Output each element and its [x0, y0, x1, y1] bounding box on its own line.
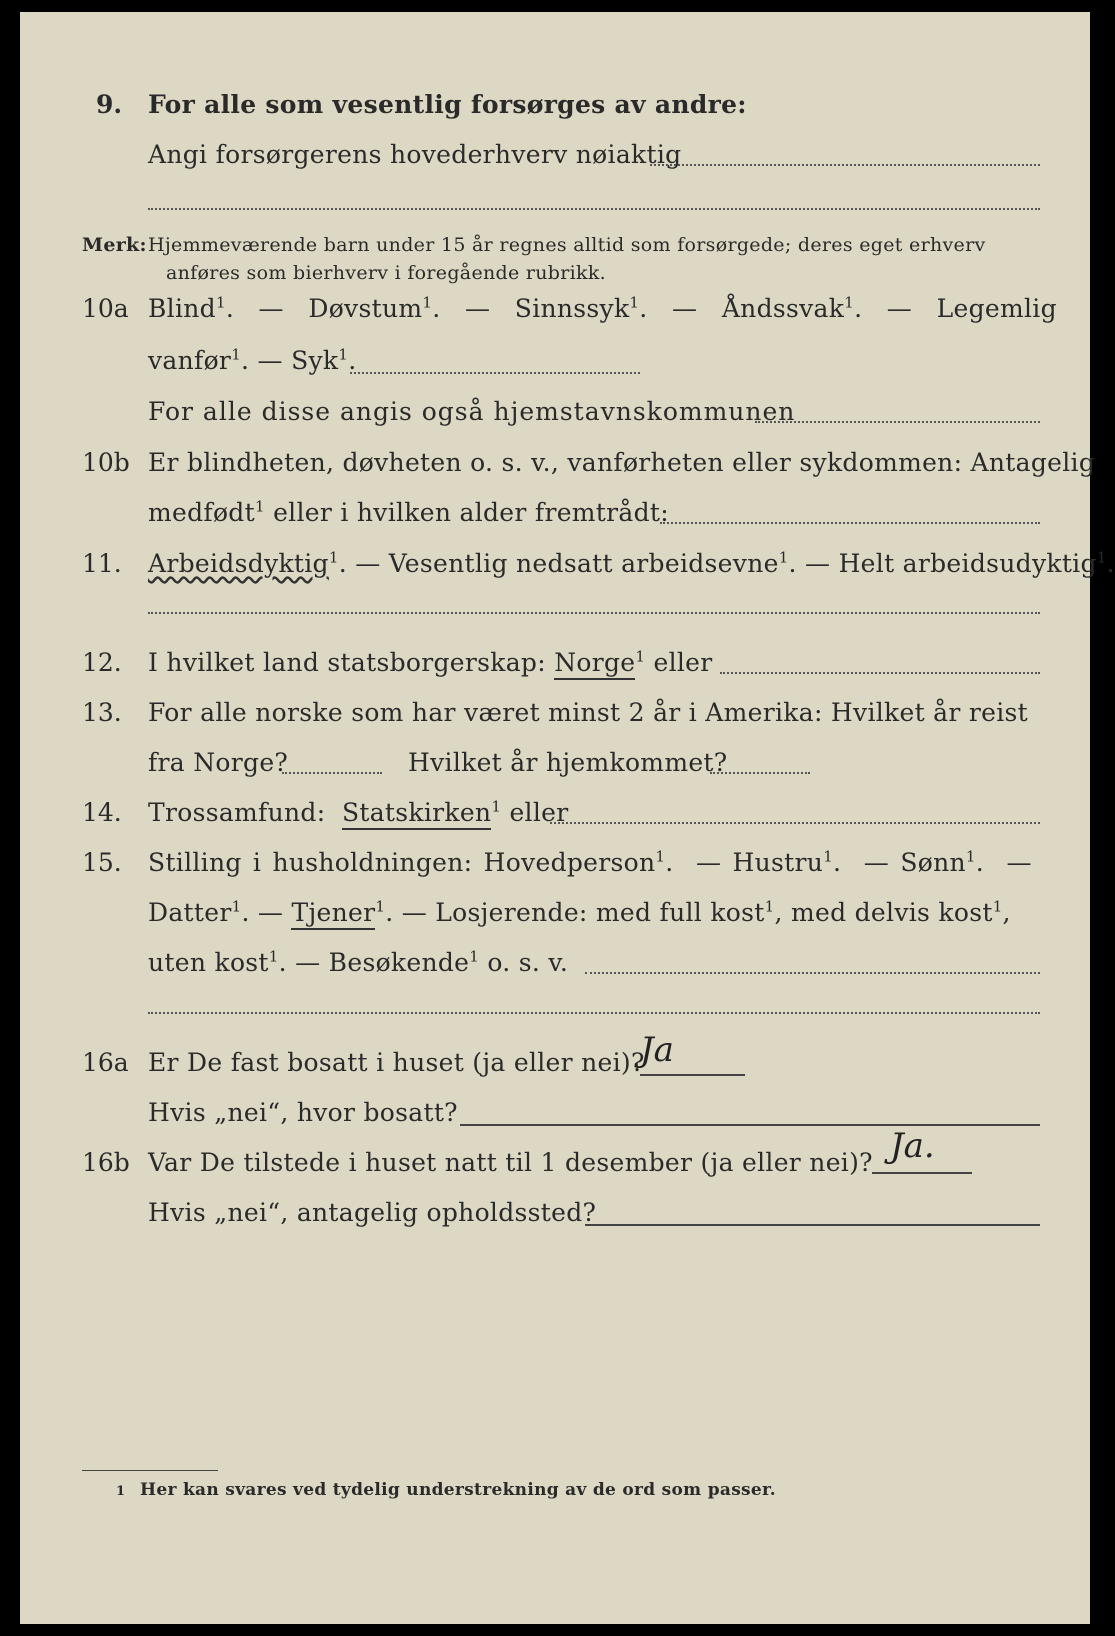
q15-line-3: uten kost$^1$. — Besøkende$^1$ o. s. v. — [148, 947, 569, 977]
footnote-ref: 1 — [231, 345, 242, 364]
footnote-ref: 1 — [254, 497, 265, 516]
q10a-syk-line — [350, 372, 640, 374]
footnote-ref: 1 — [268, 947, 279, 966]
q12-norge: Norge — [554, 648, 635, 680]
q10a-blind: Blind — [148, 294, 216, 323]
q13-reist: fra Norge? — [148, 748, 289, 777]
footnote-ref: 1 — [469, 947, 480, 966]
q16b-answer-line — [872, 1172, 972, 1174]
q10a-line-3: For alle disse angis også hjemstavnskommunen — [148, 397, 796, 426]
q15-hovedperson: Stilling i husholdningen: Hovedperson — [148, 848, 656, 877]
footnote-text: Her kan svares ved tydelig understrekning av de ord som passer. — [140, 1480, 776, 1500]
q11-number: 11. — [82, 549, 122, 578]
q14-statskirken: Statskirken — [342, 798, 491, 830]
q16b-number: 16b — [82, 1148, 130, 1177]
footnote-ref: 1 — [992, 897, 1003, 916]
footnote-ref: 1 — [655, 847, 666, 866]
q15-losjerende: Losjerende: med full kost — [435, 898, 765, 927]
q12-line — [148, 648, 713, 677]
q15-besokende: Besøkende — [328, 948, 470, 977]
q10a-line-1: Blind$^1$. — Døvstum$^1$. — Sinnssyk$^1$. — Åndssvak$^1$. — Legemlig — [148, 293, 1057, 323]
q10a-kommune-line — [755, 421, 1040, 423]
q15-osv: o. s. v. — [487, 948, 569, 977]
q9-answer-line — [650, 164, 1040, 166]
q16a-line-2: Hvis „nei“, hvor bosatt? — [148, 1098, 458, 1127]
q14-answer-line — [550, 822, 1040, 824]
footnote-ref: 1 — [328, 548, 339, 567]
q15-line-1: Stilling i husholdningen: Hovedperson$^1$. — Hustru$^1$. — Sønn$^1$. — — [148, 847, 1032, 877]
footnote-ref: 1 — [491, 797, 502, 816]
q10b-number: 10b — [82, 448, 130, 477]
q16b-opholdssted-line — [585, 1224, 1040, 1226]
q15-uten: uten kost — [148, 948, 269, 977]
footnote-ref: 1 — [422, 293, 433, 312]
q16a-handwritten-answer: Ja — [640, 1030, 674, 1070]
merk-line-2: anføres som bierhverv i foregående rubrikk. — [166, 262, 606, 284]
footnote-ref: 1 — [375, 897, 386, 916]
q10b-medfodt: medfødt — [148, 498, 255, 527]
footnote-ref: 1 — [629, 293, 640, 312]
q11-answer-line — [148, 612, 1040, 614]
footnote-ref: 1 — [823, 847, 834, 866]
q11-udyktig: Helt arbeidsudyktig — [838, 549, 1097, 578]
q10a-vanfor: vanfør — [148, 346, 232, 375]
footnote-marker: 1 — [116, 1484, 126, 1499]
q15-hustru: Hustru — [732, 848, 824, 877]
q10b-line-1: Er blindheten, døvheten o. s. v., vanførheten eller sykdommen: Antagelig — [148, 448, 1096, 477]
q15-delvis: med delvis kost — [790, 898, 993, 927]
footnote-ref: 1 — [778, 548, 789, 567]
q10b-line-2 — [148, 498, 669, 527]
footnote-ref: 1 — [215, 293, 226, 312]
q13-hjemkommet: Hvilket år hjemkommet? — [408, 748, 728, 777]
q10a-dovstum: Døvstum — [308, 294, 423, 323]
q10a-legemlig: Legemlig — [936, 294, 1057, 323]
q13-hjemkommet-line — [710, 772, 810, 774]
q9-number: 9. — [96, 90, 123, 119]
footnote-ref: 1 — [338, 345, 349, 364]
footnote-ref: 1 — [635, 647, 646, 666]
q16a-line-1: Er De fast bosatt i huset (ja eller nei)? — [148, 1048, 645, 1077]
q9-title: For alle som vesentlig forsørges av andre: — [148, 90, 747, 119]
q14-number: 14. — [82, 798, 122, 827]
q16a-number: 16a — [82, 1048, 129, 1077]
footnote-ref: 1 — [764, 897, 775, 916]
footnote-ref: 1 — [1096, 548, 1107, 567]
q16a-bosatt-line — [460, 1124, 1040, 1126]
q11-nedsatt: Vesentlig nedsatt arbeidsevne — [388, 549, 779, 578]
q11-arbeidsdyktig: Arbeidsdyktig — [148, 549, 329, 578]
q10b-answer-line — [660, 522, 1040, 524]
q16b-line-1: Var De tilstede i huset natt til 1 desember (ja eller nei)? — [148, 1148, 873, 1177]
q12-eller: eller — [653, 648, 713, 677]
q13-number: 13. — [82, 698, 122, 727]
q14-eller: eller — [509, 798, 569, 827]
q15-number: 15. — [82, 848, 122, 877]
q16b-handwritten-answer: Ja. — [890, 1126, 935, 1166]
footnote-ref: 1 — [844, 293, 855, 312]
q12-number: 12. — [82, 648, 122, 677]
q10a-sinnssyk: Sinnssyk — [514, 294, 630, 323]
q9-answer-line-2 — [148, 208, 1040, 210]
merk-line-1: Hjemmeværende barn under 15 år regnes alltid som forsørgede; deres eget erhverv — [148, 234, 986, 256]
q15-answer-line — [585, 972, 1040, 974]
q10a-line-2: vanfør$^1$. — Syk$^1$. — [148, 345, 357, 375]
q10a-number: 10a — [82, 294, 129, 323]
q9-prompt: Angi forsørgerens hovederhverv nøiaktig — [148, 140, 682, 169]
q11-line: Arbeidsdyktig$^1$. — Vesentlig nedsatt arbeidsevne$^1$. — Helt arbeidsudyktig$^1$. — [148, 548, 1115, 578]
q15-datter: Datter — [148, 898, 232, 927]
q10a-syk: Syk — [291, 346, 339, 375]
q16b-line-2: Hvis „nei“, antagelig opholdssted? — [148, 1198, 597, 1227]
q14-text: Trossamfund: — [148, 798, 326, 827]
q13-reist-line — [282, 772, 382, 774]
q16a-answer-line — [640, 1074, 745, 1076]
footnote-ref: 1 — [231, 897, 242, 916]
q10b-alder: eller i hvilken alder fremtrådt: — [273, 498, 669, 527]
q13-line-1: For alle norske som har været minst 2 år i Amerika: Hvilket år reist — [148, 698, 1029, 727]
q15-tjener: Tjener — [291, 898, 375, 930]
q15-line-2: Datter$^1$. — Tjener$^1$. — Losjerende: med full kost$^1$, med delvis kost$^1$, — [148, 898, 1011, 927]
q10a-andssvak: Åndssvak — [721, 294, 845, 323]
q12-answer-line — [720, 672, 1040, 674]
q15-sonn: Sønn — [900, 848, 966, 877]
q14-line — [148, 798, 568, 827]
q12-text: I hvilket land statsborgerskap: — [148, 648, 546, 677]
footnote-separator — [82, 1470, 218, 1471]
footnote-ref: 1 — [965, 847, 976, 866]
q15-answer-line-2 — [148, 1012, 1040, 1014]
census-form-page — [20, 12, 1115, 1624]
merk-label: Merk: — [82, 234, 147, 256]
